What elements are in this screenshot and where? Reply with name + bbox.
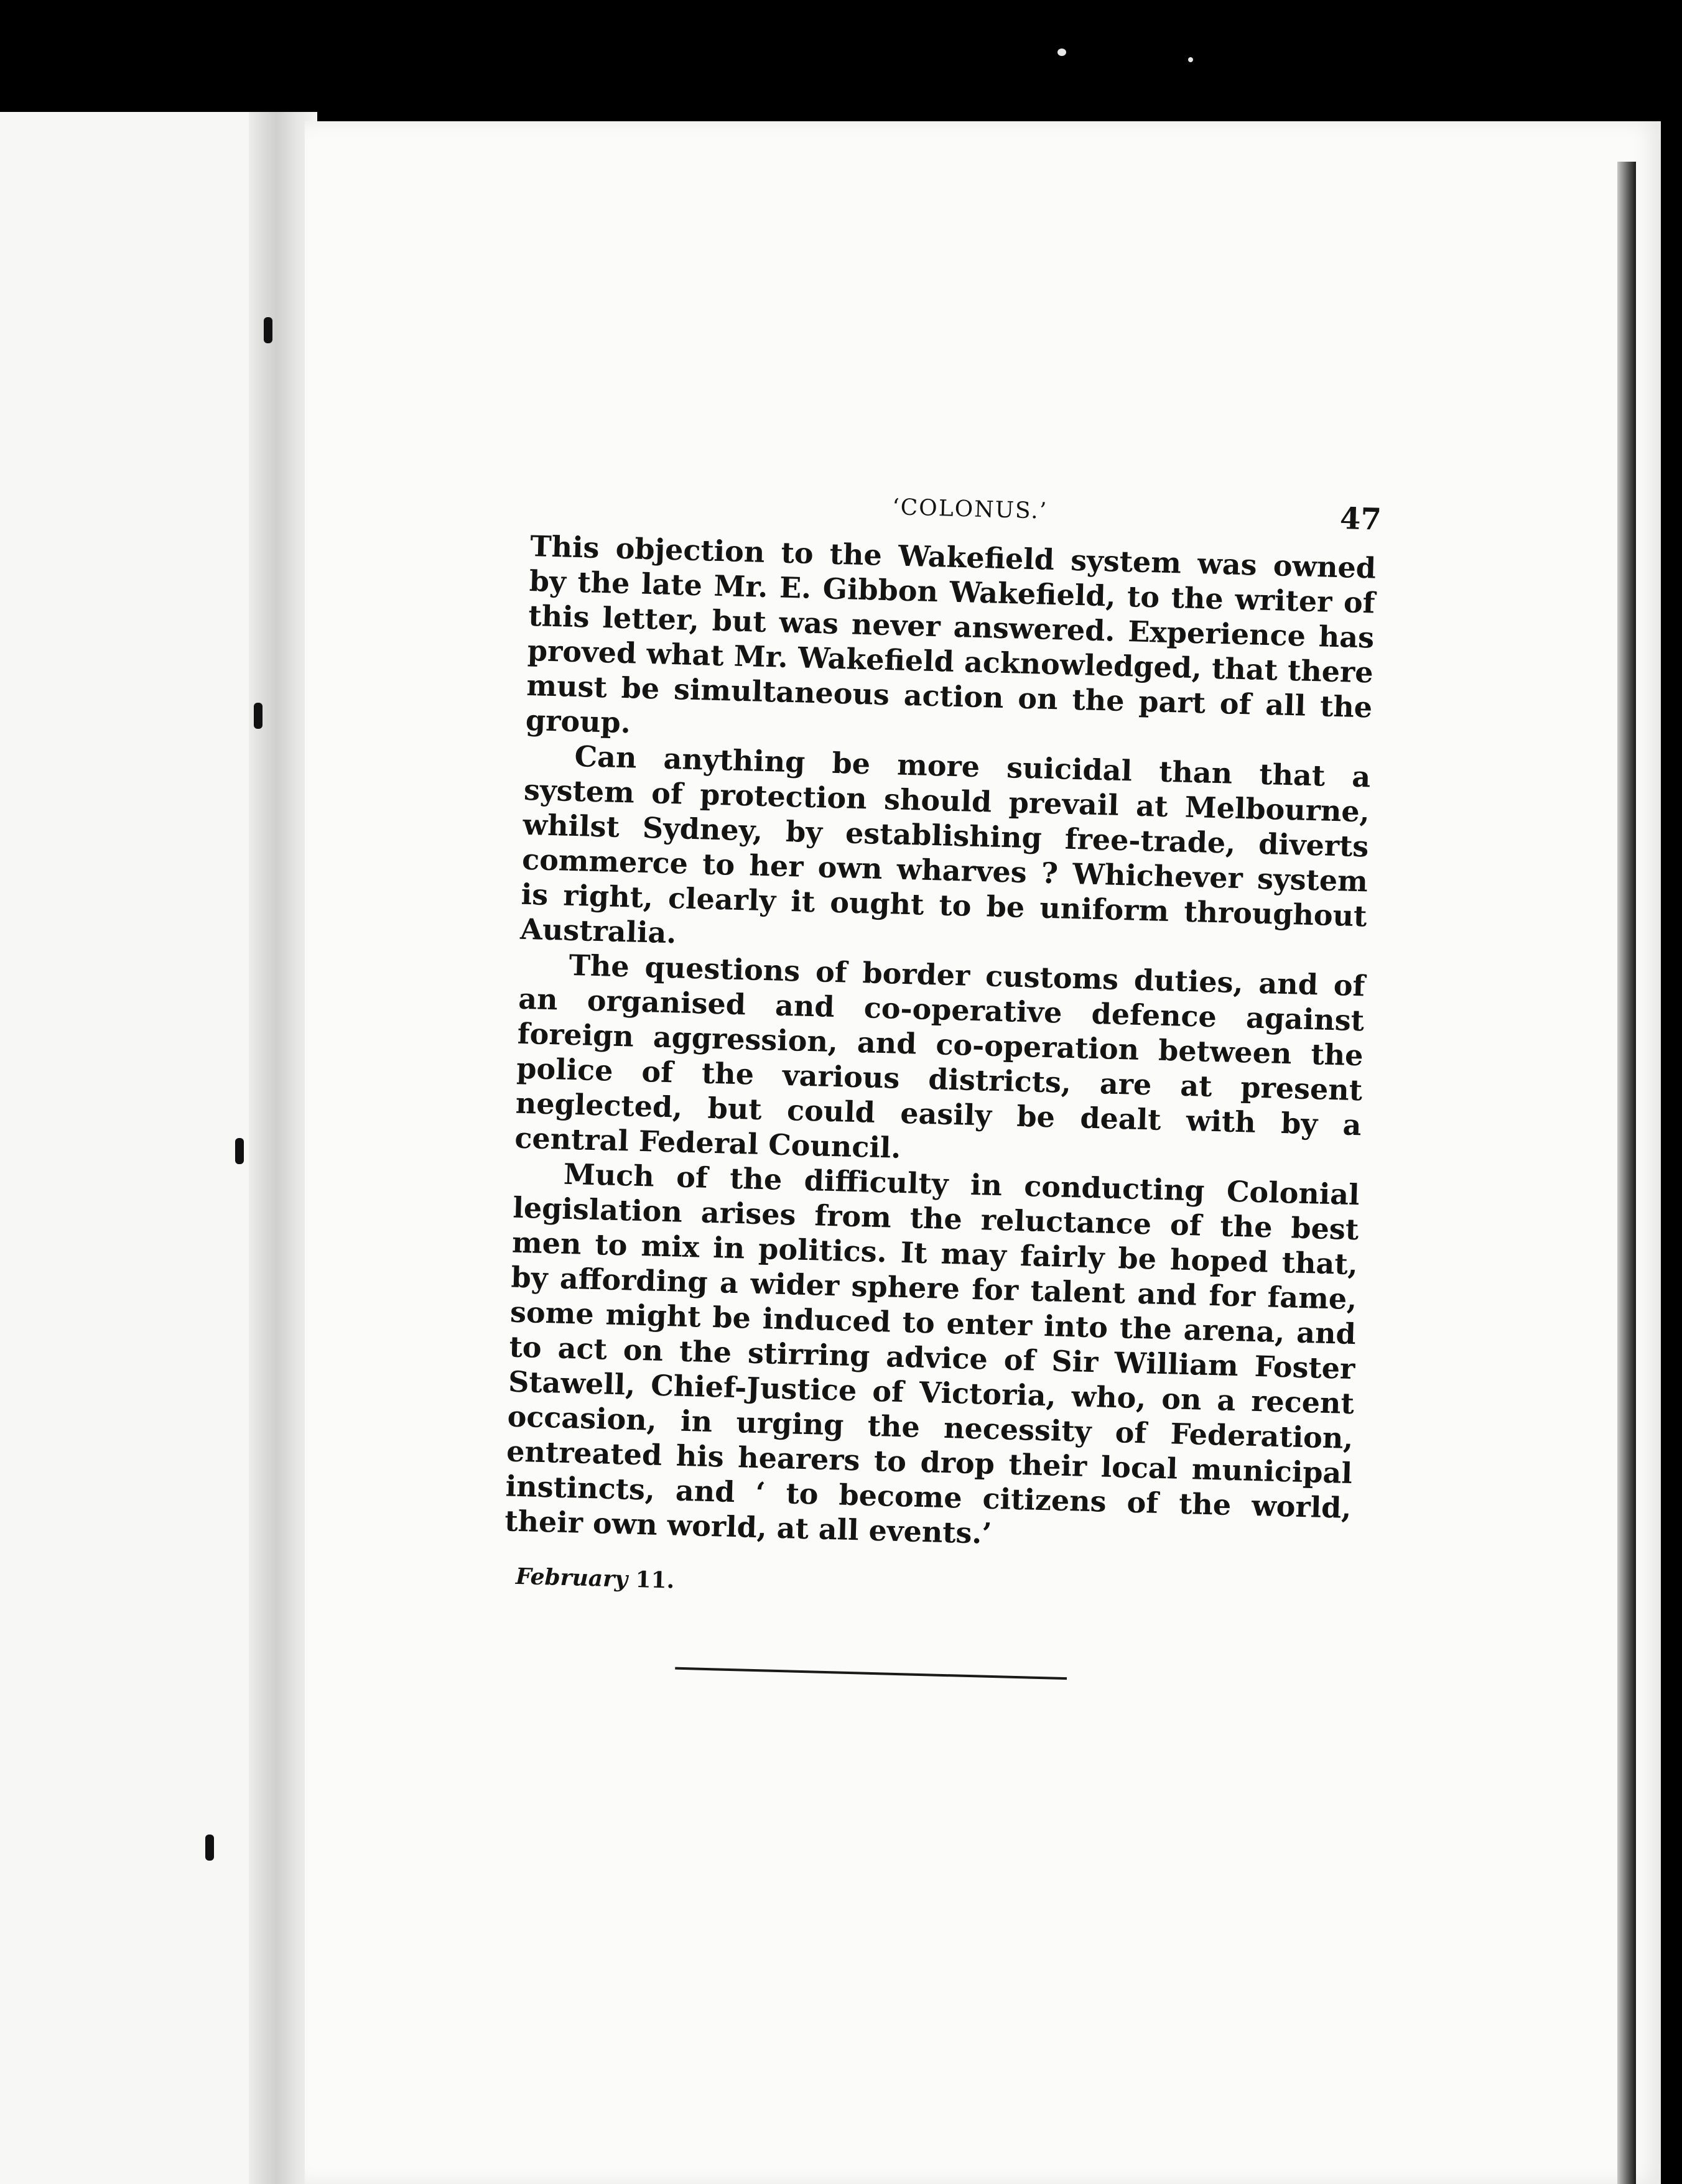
dust-speck (1057, 49, 1066, 56)
paragraph: This objection to the Wakefield system was owned by the late Mr. E. Gibbon Wakefield, to the writer of this letter, but was never answered. Experience has proved what Mr. Wakefield acknowledged, that there must be simultaneous action on the part of all the group. (525, 529, 1377, 740)
facing-page-edge (0, 112, 274, 2184)
binding-stitch (205, 1835, 214, 1861)
dust-speck (1188, 57, 1193, 62)
binding-stitch (254, 703, 263, 729)
paragraph: The questions of border customs duties, and of an organised and co-operative defence against foreign aggression, and co-operation between the police of the various districts, are at present neglected, but could easily be dealt with by a central Federal Council. (514, 948, 1366, 1165)
page-number: 47 (1339, 501, 1382, 537)
page-edge-shadow (1617, 162, 1636, 2184)
paragraph: Can anything be more suicidal than that a system of protection should prevail at Melbourne, whilst Sydney, by establishing free-trade, diverts commerce to her own wharves ? Whichever system is right, clearly it ought to be uniform throughout Australia. (519, 739, 1371, 950)
dateline-day: 11. (635, 1566, 675, 1594)
running-head-title: ‘COLONUS.’ (891, 494, 1048, 524)
binding-stitch (264, 317, 272, 343)
dateline (516, 1563, 1350, 1611)
paragraph: Much of the difficulty in conducting Colonial legislation arises from the reluctance of the best men to mix in politics. It may fairly be hoped that, by affording a wider sphere for talent and for fame, some might be induced to enter into the arena, and to act on the stirring advice of Sir William Foster Stawell, Chief-Justice of Victoria, who, on a recent occasion, in urging the necessity of Federation, entreated his hearers to drop their local municipal instincts, and ‘ to become citizens of the world, their own world, at all events.’ (504, 1157, 1360, 1550)
page-text (501, 485, 1382, 1687)
binding-stitch (235, 1138, 244, 1164)
dateline-month: February (515, 1563, 628, 1593)
